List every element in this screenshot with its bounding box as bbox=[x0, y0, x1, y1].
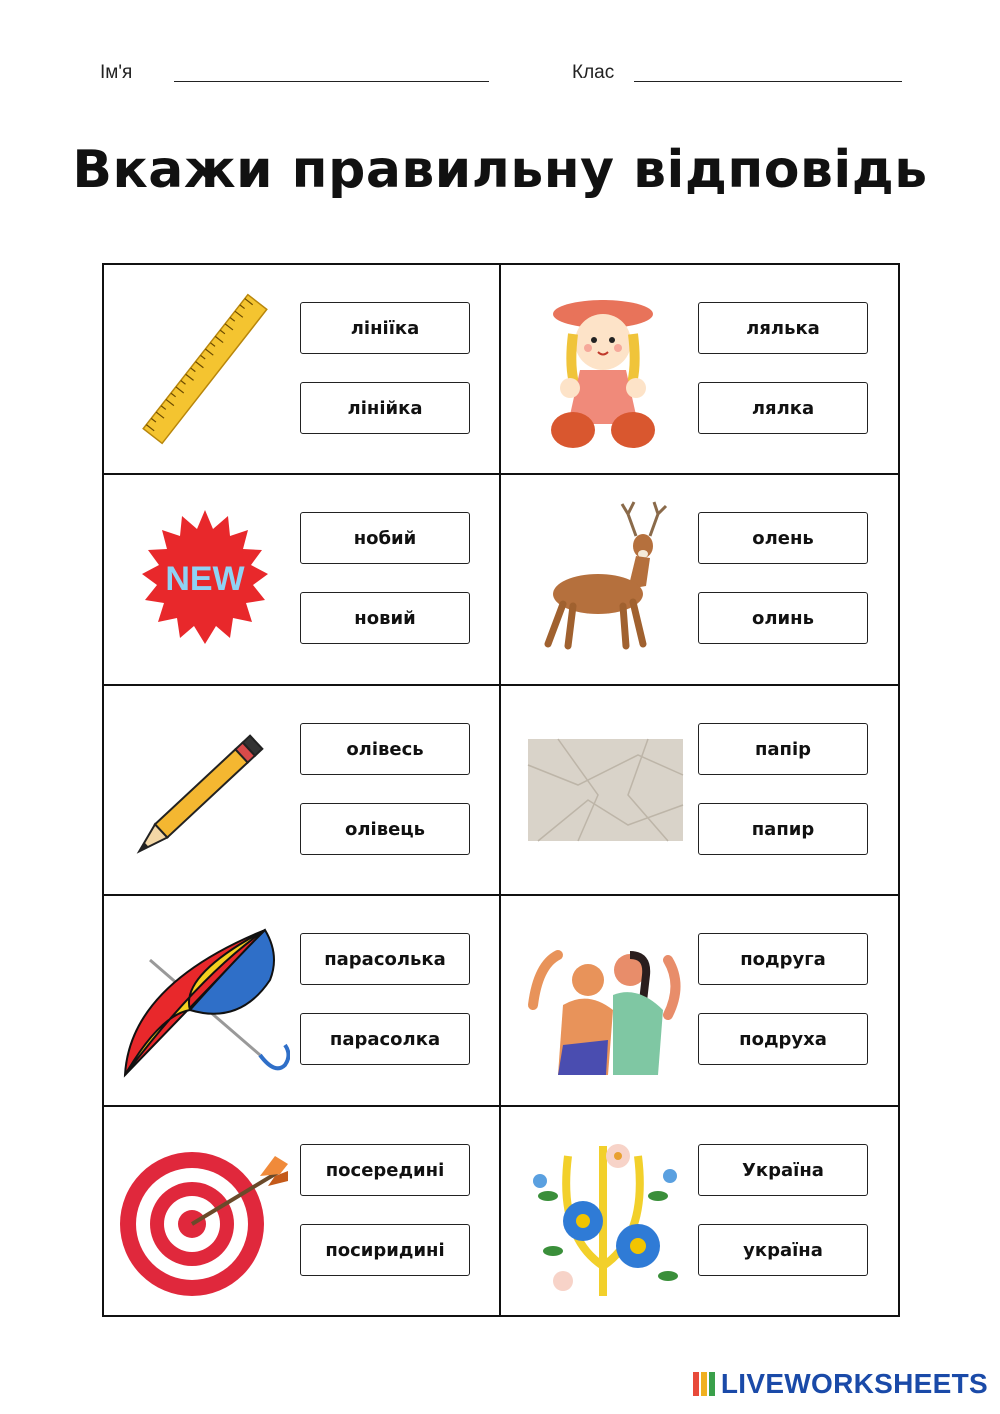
liveworksheets-wordmark: LIVEWORKSHEETS bbox=[720, 1368, 988, 1399]
answer-option[interactable]: посередині bbox=[300, 1144, 470, 1196]
answer-option[interactable]: олень bbox=[698, 512, 868, 564]
answer-option[interactable]: посиридині bbox=[300, 1224, 470, 1276]
trident-flowers-image bbox=[518, 1126, 688, 1296]
ruler-image bbox=[120, 284, 290, 454]
cell-ukraine bbox=[500, 1106, 898, 1316]
pencil-image bbox=[120, 705, 290, 875]
doll-image bbox=[518, 284, 688, 454]
new-badge-image bbox=[120, 494, 290, 664]
cell-paper bbox=[500, 685, 898, 895]
cell-doll bbox=[500, 264, 898, 474]
answer-option[interactable]: парасолка bbox=[300, 1013, 470, 1065]
answer-option[interactable]: лялька bbox=[698, 302, 868, 354]
answer-option[interactable]: нобий bbox=[300, 512, 470, 564]
paper-image bbox=[518, 705, 688, 875]
answer-option[interactable]: новий bbox=[300, 592, 470, 644]
liveworksheets-logo[interactable] bbox=[693, 1368, 988, 1400]
answer-option[interactable]: олівець bbox=[300, 803, 470, 855]
cell-friends bbox=[500, 895, 898, 1105]
answer-option[interactable]: Україна bbox=[698, 1144, 868, 1196]
answer-option[interactable]: подруха bbox=[698, 1013, 868, 1065]
class-field[interactable] bbox=[634, 81, 902, 82]
answer-option[interactable]: подруга bbox=[698, 933, 868, 985]
page-title: Вкажи правильну відповідь bbox=[72, 140, 928, 200]
friends-image bbox=[518, 915, 688, 1085]
answer-option[interactable]: лінійка bbox=[300, 382, 470, 434]
cell-target bbox=[102, 1106, 500, 1316]
target-image bbox=[120, 1126, 290, 1296]
cell-new bbox=[102, 474, 500, 684]
answer-option[interactable]: лініїка bbox=[300, 302, 470, 354]
cell-ruler bbox=[102, 264, 500, 474]
answer-option[interactable]: україна bbox=[698, 1224, 868, 1276]
cell-umbrella bbox=[102, 895, 500, 1105]
answer-option[interactable]: олинь bbox=[698, 592, 868, 644]
name-field[interactable] bbox=[174, 81, 489, 82]
answer-option[interactable]: папір bbox=[698, 723, 868, 775]
new-badge-text: NEW bbox=[165, 560, 245, 598]
class-label: Клас bbox=[572, 62, 615, 83]
cell-pencil bbox=[102, 685, 500, 895]
cell-deer bbox=[500, 474, 898, 684]
name-label: Ім'я bbox=[100, 62, 133, 83]
answer-option[interactable]: парасолька bbox=[300, 933, 470, 985]
answer-option[interactable]: олівесь bbox=[300, 723, 470, 775]
answer-option[interactable]: папир bbox=[698, 803, 868, 855]
umbrella-image bbox=[120, 915, 290, 1085]
answer-option[interactable]: лялка bbox=[698, 382, 868, 434]
liveworksheets-icon bbox=[693, 1372, 715, 1396]
deer-image bbox=[518, 494, 688, 664]
